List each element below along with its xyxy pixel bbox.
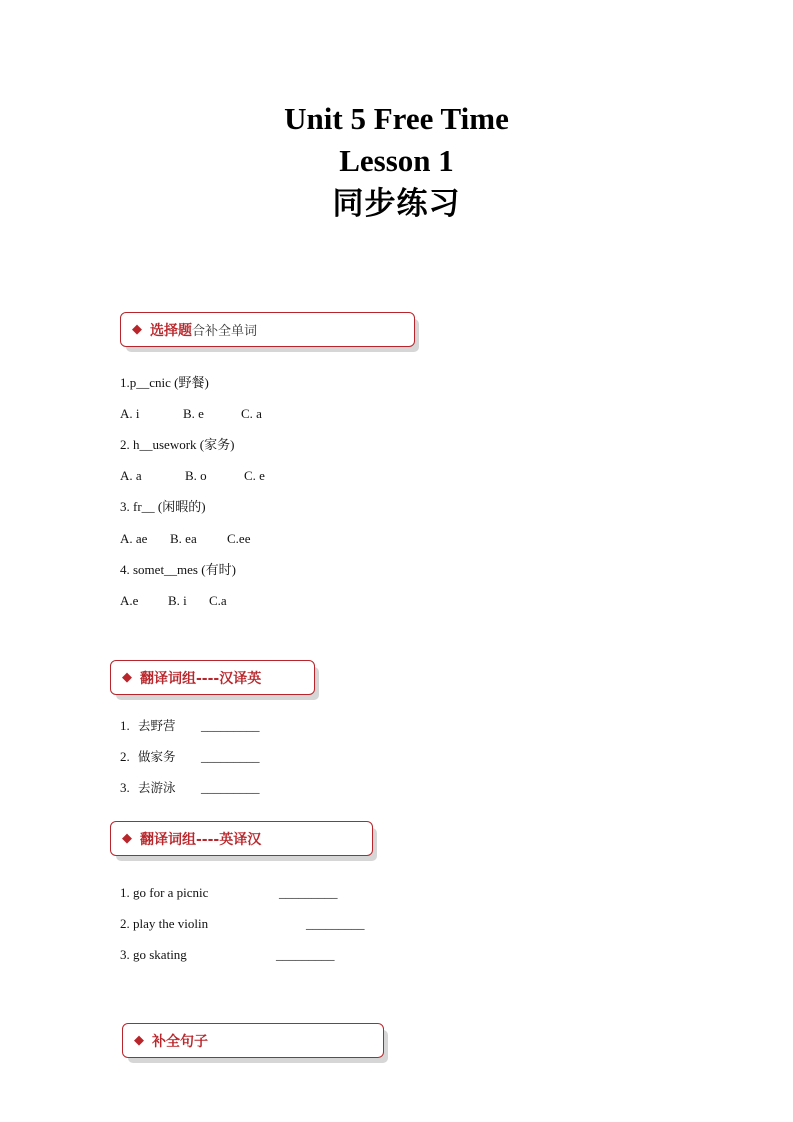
option-1c: C. a: [241, 406, 262, 421]
cn-item-3-num: 3.: [120, 780, 130, 795]
question-3: 3. fr__ (闲暇的): [120, 499, 206, 514]
option-4b: B. i: [168, 593, 187, 608]
diamond-icon: ◆: [134, 1033, 144, 1048]
section-header-en-cn: [110, 821, 373, 856]
section-sublabel: 合补全单词: [192, 324, 258, 339]
diamond-icon: ◆: [132, 322, 142, 337]
title-unit: Unit 5 Free Time: [284, 101, 509, 136]
option-4c: C.a: [209, 593, 227, 608]
cn-item-1-num: 1.: [120, 718, 130, 733]
cn-item-1-text: 去野营: [138, 718, 176, 733]
en-item-2-text: 2. play the violin: [120, 916, 209, 931]
section-label: 选择题: [150, 322, 192, 339]
question-2: 2. h__usework (家务): [120, 437, 235, 452]
answer-blank[interactable]: _________: [201, 718, 260, 733]
section-label: 补全句子: [152, 1033, 208, 1050]
section-header-complete-sentences: [122, 1023, 384, 1058]
title-lesson: Lesson 1: [339, 143, 454, 178]
option-2a: A. a: [120, 468, 142, 483]
option-2b: B. o: [185, 468, 207, 483]
en-item-3-text: 3. go skating: [120, 947, 187, 962]
diamond-icon: ◆: [122, 670, 132, 685]
answer-blank[interactable]: _________: [201, 749, 260, 764]
cn-item-2-num: 2.: [120, 749, 130, 764]
option-4a: A.e: [120, 593, 139, 608]
option-1b: B. e: [183, 406, 204, 421]
option-3c: C.ee: [227, 531, 251, 546]
section-label: 翻译词组----英译汉: [140, 831, 262, 848]
option-1a: A. i: [120, 406, 140, 421]
cn-item-3-text: 去游泳: [138, 780, 176, 795]
cn-item-2-text: 做家务: [138, 749, 176, 764]
question-4: 4. somet__mes (有时): [120, 562, 236, 577]
answer-blank[interactable]: _________: [306, 916, 365, 931]
option-3a: A. ae: [120, 531, 148, 546]
question-1: 1.p__cnic (野餐): [120, 375, 209, 390]
answer-blank[interactable]: _________: [279, 885, 338, 900]
option-3b: B. ea: [170, 531, 197, 546]
answer-blank[interactable]: _________: [201, 780, 260, 795]
diamond-icon: ◆: [122, 831, 132, 846]
section-label: 翻译词组----汉译英: [140, 670, 262, 687]
section-header-cn-en: [110, 660, 315, 695]
en-item-1-text: 1. go for a picnic: [120, 885, 209, 900]
page-title: [0, 98, 793, 226]
answer-blank[interactable]: _________: [276, 947, 335, 962]
title-subtitle: 同步练习: [332, 186, 461, 222]
section-header-choice: [120, 312, 415, 347]
option-2c: C. e: [244, 468, 265, 483]
